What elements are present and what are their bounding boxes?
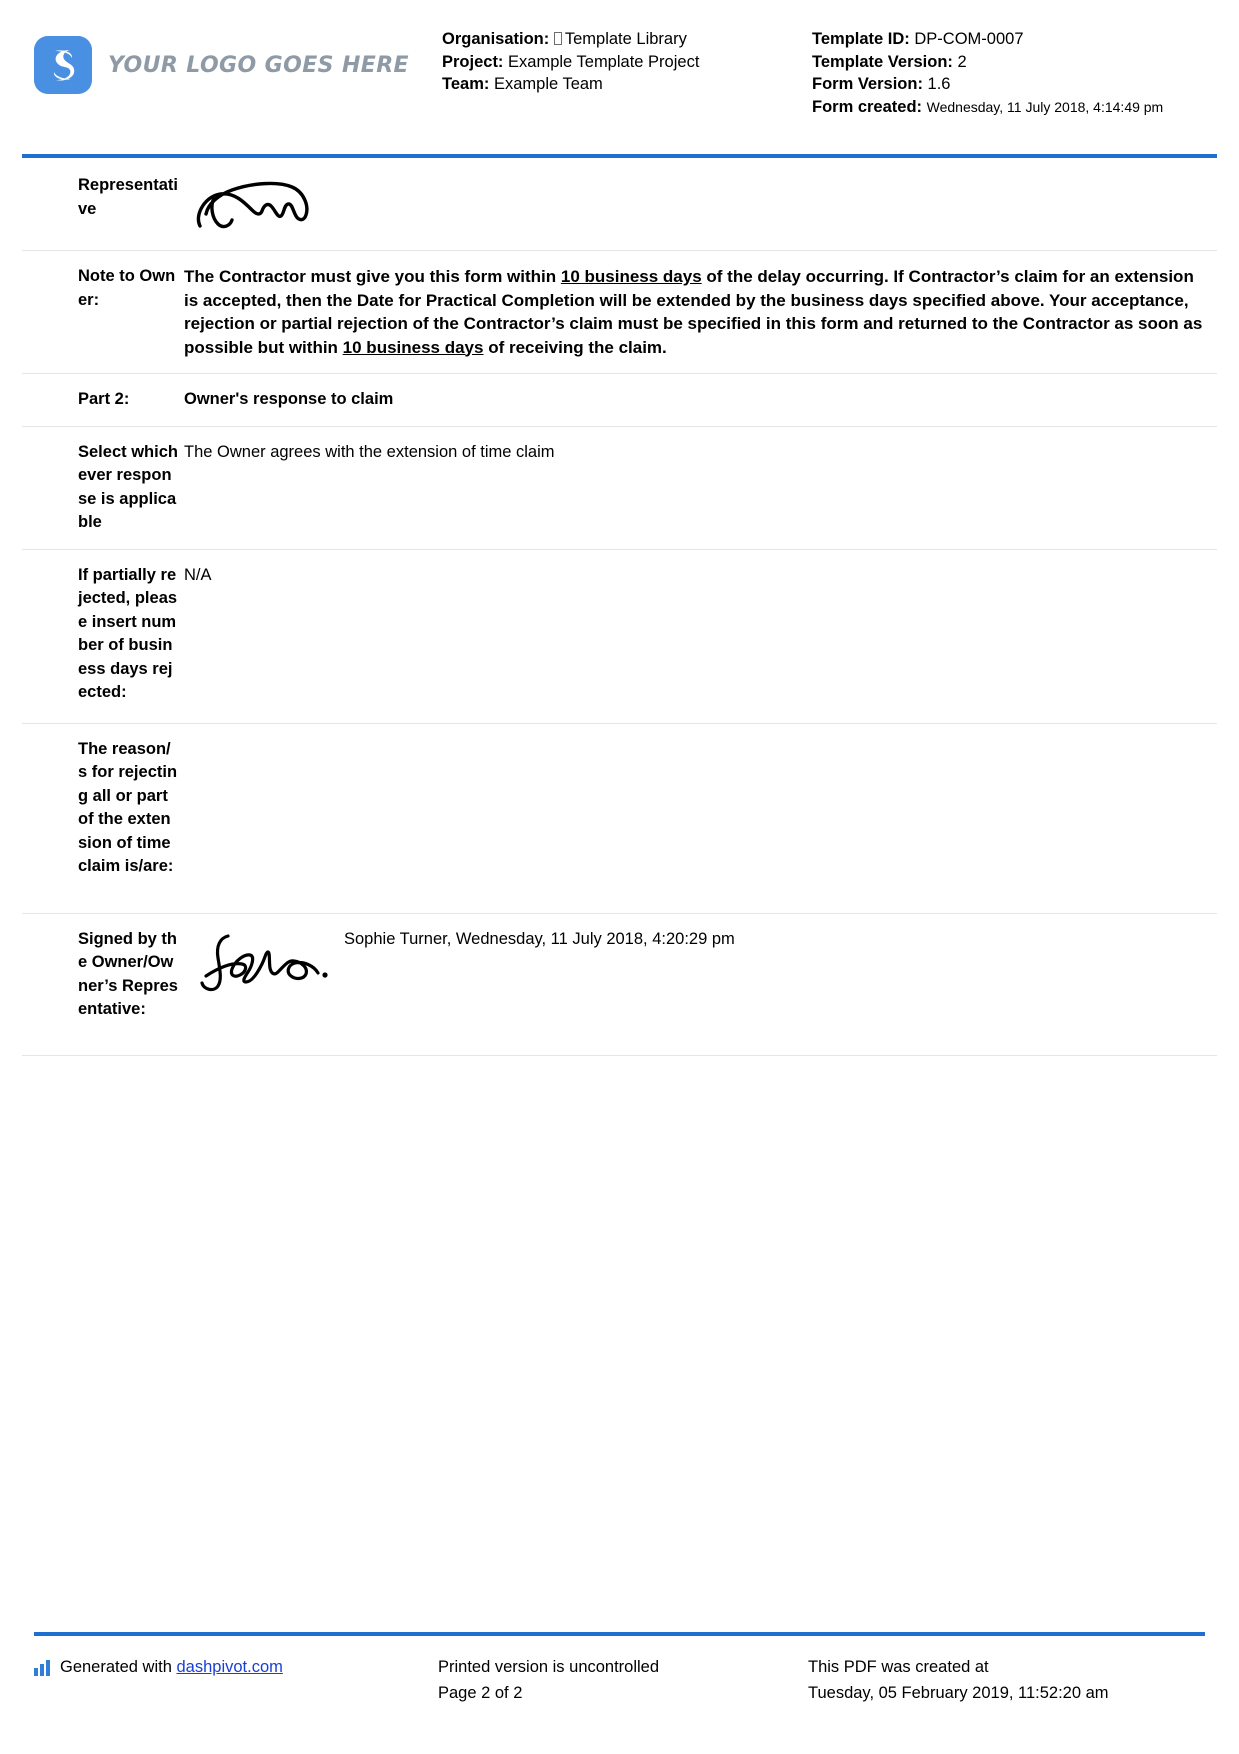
meta-template-version-value: 2 (957, 52, 967, 71)
meta-team-value: Example Team (493, 75, 603, 93)
footer-printed-notice: Printed version is uncontrolled (438, 1658, 660, 1676)
row-value-note-to-owner (184, 265, 1217, 359)
owner-signature (184, 928, 344, 998)
row-label-part-2: Part 2: (78, 390, 130, 408)
footer-generated-with (34, 1654, 438, 1706)
contractor-signature (184, 174, 344, 236)
logo-block (22, 22, 442, 94)
row-value-signed-by-owner: Sophie Turner, Wednesday, 11 July 2018, 4:20:29 pm (344, 929, 735, 948)
meta-project (442, 51, 812, 74)
meta-form-created-value: Wednesday, 11 July 2018, 4:14:49 pm (926, 98, 1164, 115)
meta-template-id-value: DP-COM-0007 (914, 30, 1024, 48)
meta-template-version (812, 51, 1212, 74)
note-text-1: The Contractor must give you this form within (184, 267, 561, 286)
row-value-partially-rejected: N/A (184, 565, 212, 584)
meta-organisation (442, 28, 812, 51)
footer-pdf-created-label: This PDF was created at (808, 1658, 989, 1676)
logo-placeholder-text: YOUR LOGO GOES HERE (108, 52, 409, 78)
dashpivot-link[interactable]: dashpivot.com (176, 1658, 283, 1676)
meta-form-created (812, 96, 1212, 119)
table-row-representative (22, 158, 1217, 251)
meta-form-version-label: Form Version: (812, 75, 923, 93)
form-table (22, 158, 1217, 1056)
table-row-partially-rejected (22, 550, 1217, 724)
footer-generated-text (60, 1654, 283, 1680)
meta-organisation-label: Organisation: (442, 30, 550, 48)
row-label-signed-by-owner: Signed by the Owner/Owner’s Representative: (78, 929, 178, 1018)
missing-glyph-icon (554, 32, 562, 45)
meta-form-created-label: Form created: (812, 97, 923, 116)
row-label-partially-rejected: If partially rejected, please insert number of business days rejected: (78, 565, 178, 701)
footer-generated-prefix: Generated with (60, 1658, 177, 1676)
row-label-representative: Representative (78, 176, 178, 218)
company-logo-icon (34, 36, 92, 94)
meta-organisation-value: Template Library (564, 30, 687, 48)
bar-chart-icon (34, 1658, 52, 1684)
row-value-part-2: Owner's response to claim (184, 390, 394, 408)
meta-template-id (812, 28, 1212, 51)
note-underline-2: 10 business days (342, 337, 484, 357)
table-row-select-response (22, 427, 1217, 550)
footer-pdf-created-value: Tuesday, 05 February 2019, 11:52:20 am (808, 1684, 1109, 1702)
row-label-reason-rejecting: The reason/s for rejecting all or part of the extension of time claim is/are: (78, 739, 178, 875)
meta-form-version-value: 1.6 (927, 75, 951, 93)
row-value-select-response: The Owner agrees with the extension of time claim (184, 442, 555, 461)
header-meta-right (812, 22, 1212, 118)
row-label-select-response: Select whichever response is applicable (78, 442, 178, 531)
meta-project-value: Example Template Project (508, 52, 700, 71)
note-text-2: of the delay occurring. If Contractor’s claim for an extension is accepted, then the Date for Practical Completion will be extended by the business days specified above. Your acceptance, rejection or partial rejection of the Contractor’s claim must be specified in this form and returned to the Contractor as soon as possible but within (184, 267, 1203, 357)
meta-template-id-label: Template ID: (812, 30, 910, 48)
meta-team (442, 73, 812, 96)
table-row-note-to-owner (22, 251, 1217, 374)
note-text-3: of receiving the claim. (483, 337, 667, 357)
meta-team-label: Team: (442, 75, 490, 93)
meta-project-label: Project: (442, 52, 504, 71)
document-footer (0, 1632, 1239, 1706)
note-underline-1: 10 business days (560, 267, 702, 286)
header-meta-left (442, 22, 812, 96)
meta-template-version-label: Template Version: (812, 52, 953, 71)
footer-pdf-info (808, 1654, 1205, 1706)
footer-page-number: Page 2 of 2 (438, 1684, 523, 1702)
table-row-part-2 (22, 374, 1217, 427)
footer-print-info (438, 1654, 808, 1706)
table-row-reason-rejecting (22, 724, 1217, 914)
document-header (0, 0, 1239, 148)
table-row-signed-by-owner (22, 914, 1217, 1056)
meta-form-version (812, 73, 1212, 96)
row-label-note-to-owner: Note to Owner: (78, 267, 176, 309)
